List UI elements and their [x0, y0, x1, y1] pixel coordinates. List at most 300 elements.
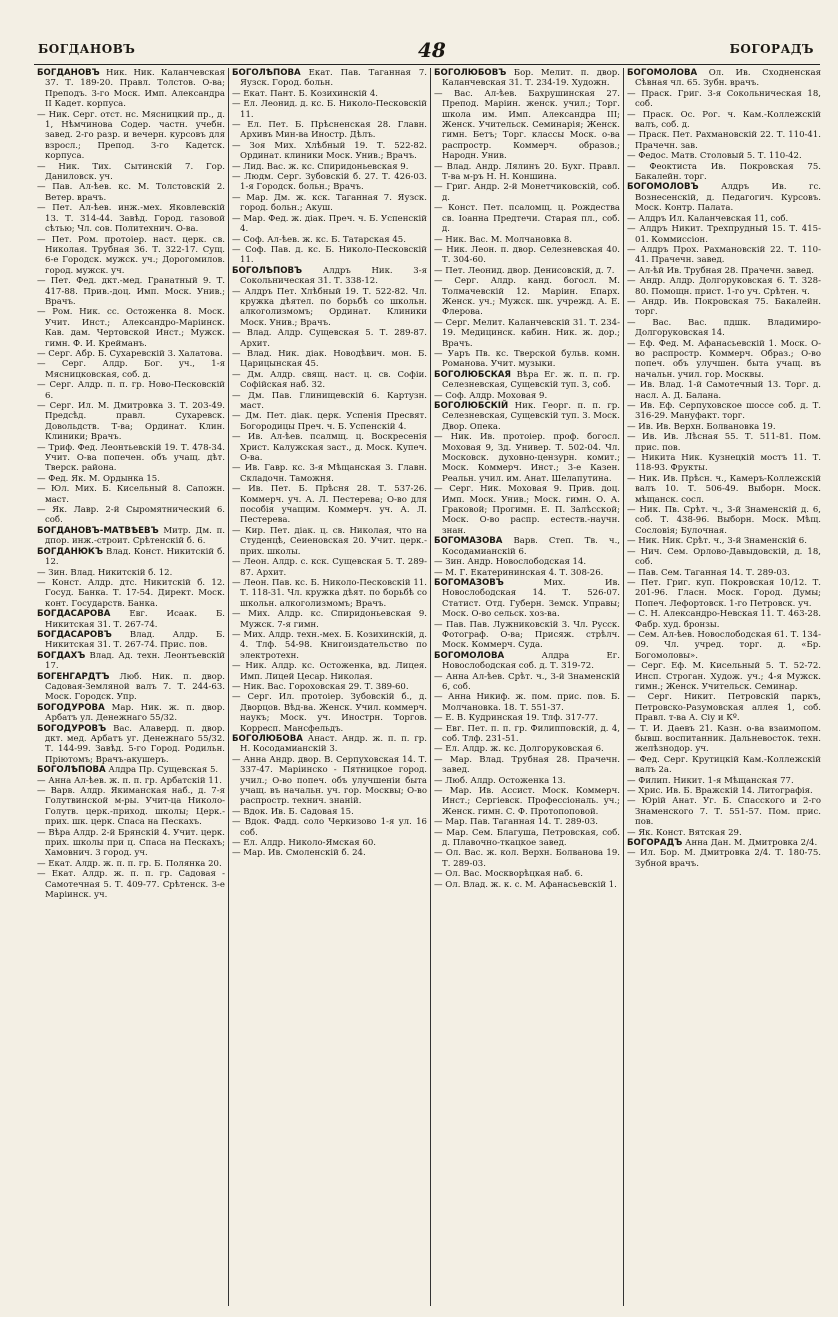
entry-text: — Влад. Ник. діак. Новодѣвич. мон. Б. Царицынская 45. — [232, 348, 427, 370]
directory-entry — [627, 828, 821, 838]
directory-entry — [37, 276, 225, 307]
directory-entry — [434, 692, 620, 713]
entry-text: Бор. Мелит. п. двор. Каланчевская 31. Т. 234-19. Художн. — [442, 68, 620, 89]
entry-text: — Евг. Пет. п. п. гр. Филипповскій, д. 4, соб. Тлф. 231-51. — [434, 723, 620, 744]
directory-entry — [434, 536, 620, 557]
entry-text: — Андр. Алдр. Долгоруковская 6. Т. 328-80. Помощн. прист. 1-го уч. Срѣтен. ч. — [627, 276, 821, 297]
entry-text: — Ник. Ив. протоіер. проф. богосл. Моховая 9, Зд. Универ. Т. 502-04. Чл. Московск. духовно-цензурн. комит.; Моск. Коммерч. Инст.; 3-е Казен. Реальн. учил. им. Анат. Шелапутина. — [434, 432, 620, 484]
directory-entry — [434, 370, 620, 391]
directory-entry — [37, 578, 225, 609]
page-number: 48 — [418, 38, 446, 62]
directory-entry — [232, 838, 427, 848]
entry-text: — Ел. Алдр. Николо-Ямская 60. — [232, 838, 377, 849]
entry-text: — Ал-ѣй Ив. Трубная 28. Прачечн. завед. — [627, 265, 814, 276]
directory-columns — [34, 68, 824, 1306]
directory-entry — [232, 328, 427, 349]
entry-text: — Нич. Сем. Орлово-Давыдовскій, д. 18, соб. — [627, 546, 821, 568]
directory-entry — [434, 620, 620, 651]
entry-text: — Ел. Леонид. д. кс. Б. Николо-Песковскій 11. — [232, 99, 427, 120]
directory-entry — [37, 869, 225, 900]
directory-entry — [434, 817, 620, 827]
directory-entry — [627, 339, 821, 381]
entry-text: — Вдок. Фадд. соло Черкизово 1-я ул. 16 соб. — [232, 817, 427, 838]
column-3 — [431, 68, 624, 1306]
entry-text: — Анна Ал-ѣев. Срѣт. ч., 3-й Знаменскій 6, соб. — [434, 671, 620, 692]
directory-entry — [627, 401, 821, 422]
entry-text: — М. Г. Екатерининская 4. Т. 308-26. — [434, 567, 604, 578]
entry-text: — Фед. Як. М. Ордынка 15. — [37, 473, 160, 484]
running-head-left: БОГДАНОВЪ — [38, 42, 136, 56]
entry-text: Алдръ Ник. 3-я Сокольническая 31. Т. 338-12. — [240, 265, 427, 287]
entry-text: — Андр. Ив. Покровская 75. Бакалейн. торг. — [627, 296, 821, 318]
entry-text: — Влад. Алдр. Сущевская 5. Т. 289-87. Архит. — [232, 328, 427, 349]
directory-entry — [434, 557, 620, 567]
directory-entry — [37, 401, 225, 443]
entry-text: Евг. Исаак. Б. Никитская 31. Т. 267-74. — [45, 609, 225, 630]
directory-entry — [232, 214, 427, 235]
entry-text: — Мар. Влад. Трубная 28. Прачечн. завед. — [434, 754, 620, 776]
column-2 — [229, 68, 431, 1306]
directory-entry — [37, 526, 225, 547]
entry-text: — Григ. Андр. 2-й Монетчиковскій, соб. д. — [434, 182, 620, 203]
directory-entry — [627, 245, 821, 266]
directory-entry — [434, 880, 620, 890]
entry-text: Алдра Ег. Новослободская соб. д. Т. 319-72. — [442, 650, 620, 672]
directory-entry — [434, 724, 620, 745]
directory-entry — [627, 661, 821, 692]
directory-entry — [434, 484, 620, 536]
entry-text: — Ив. Гавр. кс. 3-я Мѣщанская 3. Главн. Складочн. Таможня. — [232, 463, 427, 484]
entry-text: Ник. Георг. п. п. гр. Селезневская, Сущевскій туп. 3. Моск. Двор. Опека. — [442, 401, 620, 432]
surname: БОГОЛЮБСКІЙ — [434, 401, 509, 411]
entry-text: — Серг. Никит. Петровскій паркъ, Петровско-Разумовская аллея 1, соб. Правл. т-ва А. Сіу и Кº. — [627, 692, 821, 724]
entry-text: — Серг. Мелит. Каланчевскій 31. Т. 234-19. Медицинск. кабин. Ник. ж. дор.; Врачъ. — [434, 317, 620, 349]
directory-entry — [232, 235, 427, 245]
directory-entry — [434, 432, 620, 484]
entry-text: Влад. Ад. техн. Леонтьевскій 17. — [45, 650, 225, 672]
directory-entry — [232, 120, 427, 141]
entry-text: — Пав. Сем. Таганная 14. Т. 289-03. — [627, 567, 790, 578]
directory-entry — [434, 391, 620, 401]
directory-entry — [627, 724, 821, 755]
entry-text: — Леон. Алдр. с. кск. Сущевская 5. Т. 289-87. Архит. — [232, 557, 427, 578]
directory-entry — [434, 786, 620, 817]
entry-text: Анна Дан. М. Дмитровка 2/4. — [682, 838, 818, 849]
entry-text: — Ил. Бор. М. Дмитровка 2/4. Т. 180-75. Зубной врачъ. — [627, 848, 821, 869]
directory-entry — [232, 99, 427, 120]
directory-entry — [627, 848, 821, 869]
entry-text: — Ник. Пв. Срѣт. ч., 3-й Знаменскій д. 6, соб. Т. 438-96. Выборн. Моск. Мѣщ. Сословія; Булочная. — [627, 505, 821, 536]
surname: БОГОРАДЪ — [627, 838, 683, 849]
entry-text: — Никита Ник. Кузнецкій мостъ 11. Т. 118-93. Фрукты. — [627, 453, 821, 474]
entry-text: — Ник. Тих. Сытинскій 7. Гор. Даниловск. уч. — [37, 161, 225, 183]
entry-text: — Триф. Фед. Леонтьевскій 19. Т. 478-34. Учит. О-ва попечен. объ учащ. дѣт. Тверск. района. — [37, 442, 225, 474]
entry-text: — Ел. Алдр. ж. кс. Долгоруковская 6. — [434, 744, 604, 755]
directory-entry — [627, 224, 821, 245]
entry-text: — Соф. Пав. д. кс. Б. Николо-Песковскій 11. — [232, 244, 427, 266]
surname: БОГЕНГАРДТЪ — [37, 671, 110, 682]
entry-text: — Конст. Пет. псаломщ. ц. Рождества св. Іоанна Предтечи. Старая пл., соб. д. — [434, 203, 620, 235]
entry-text: — Зоя Мих. Хлѣбный 19. Т. 522-82. Ординат. клиники Моск. Унив.; Врачъ. — [232, 140, 427, 162]
header-rule — [34, 64, 820, 65]
surname: БОГДАСАРОВА — [37, 609, 111, 620]
entry-text: Варв. Степ. Тв. ч., Косодамианскій 6. — [442, 536, 620, 557]
entry-text: Митр. Дм. п. дпор. инж.-строит. Срѣтенскій б. 6. — [45, 525, 225, 547]
entry-text: — Пет. Фед. дкт.-мед. Гранатный 9. Т. 417-88. Прив.-доц. Имп. Моск. Унив.; Врачъ. — [37, 276, 225, 307]
directory-entry — [232, 141, 427, 162]
entry-text: Вас. Алаверд. п. двор. дкт. мед. Арбатъ уг. Денежнаго 55/32. Т. 144-99. Завѣд. 5-го Город. Родильн. Пріютомъ; Врачъ-акушеръ. — [45, 723, 225, 765]
directory-entry — [627, 432, 821, 453]
entry-text: — Серг. Еф. М. Кисельный 5. Т. 52-72. Инсп. Строган. Худож. уч.; 4-я Мужск. гимн.; Женск. Учительск. Семинар. — [627, 661, 821, 692]
directory-entry — [627, 609, 821, 630]
entry-text: — Ив. Ив. Верхн. Болвановка 19. — [627, 421, 776, 432]
entry-text: — Вѣра Алдр. 2-й Брянскій 4. Учит. церк. прих. школы при ц. Спаса на Пескахъ; Хамовнич. 3 город. уч. — [37, 827, 225, 859]
directory-entry — [627, 68, 821, 89]
directory-entry — [37, 859, 225, 869]
directory-entry — [434, 848, 620, 869]
directory-entry — [627, 536, 821, 546]
directory-entry — [434, 672, 620, 693]
entry-text: — Ник. Ив. Прѣсн. ч., Камеръ-Коллежскій валъ 10. Т. 506-49. Выборн. Моск. мѣщанск. сосл. — [627, 473, 821, 505]
entry-text: — Мар. Ив. Смоленскій б. 24. — [232, 848, 366, 859]
entry-text: — Зин. Влад. Никитскій б. 12. — [37, 567, 173, 578]
directory-entry — [232, 692, 427, 734]
directory-entry — [232, 370, 427, 391]
directory-entry — [627, 380, 821, 401]
directory-entry — [434, 203, 620, 234]
entry-text: — Пет. Леонид. двор. Денисовскій, д. 7. — [434, 265, 615, 276]
directory-entry — [627, 505, 821, 536]
directory-entry — [37, 765, 225, 775]
entry-text: — Дм. Пав. Глинищевскій 6. Картузн. маст. — [232, 390, 427, 411]
directory-entry — [434, 568, 620, 578]
entry-text: — Мар. Фед. ж. діак. Преч. ч. Б. Успенскій 4. — [232, 213, 427, 235]
entry-text: — Ив. Ал-ѣев. псалмщ. ц. Воскресенія Христ. Калужская заст., д. Моск. Купеч. О-ва. — [232, 432, 427, 464]
surname: БОГОДУРОВА — [37, 702, 105, 713]
directory-entry — [627, 318, 821, 339]
entry-text: Мар. Ник. ж. п. двор. Арбатъ ул. Денежнаго 55/32. — [45, 702, 225, 724]
directory-entry — [232, 162, 427, 172]
entry-text: — Варв. Алдр. Якиманская наб., д. 7-я Голутвинской м-ры. Учит-ца Николо-Голутв. церк.-приход. школы; Церк.-прих. шк. церк. Спаса на Пескахъ. — [37, 786, 225, 828]
entry-text: — Ел. Пет. Б. Прѣсненская 28. Главн. Архивъ Мин-ва Иностр. Дѣлъ. — [232, 120, 427, 141]
entry-text: — Серг. Алдр. Бог. уч., 1-я Мясницковская, соб. д. — [37, 359, 225, 380]
entry-text: — Дм. Пет. діак. церк. Успенія Пресвят. Богородицы Преч. ч. Б. Успенскій 4. — [232, 411, 427, 432]
directory-entry — [627, 130, 821, 151]
surname: БОГОМОЛОВА — [627, 68, 698, 78]
entry-text: — Пет. Ал-ѣев. инж.-мех. Яковлевскій 13. Т. 314-44. Завѣд. Город. газовой сѣтью; Чл. сов. Политехнич. О-ва. — [37, 203, 225, 235]
entry-text: — Екат. Алдр. ж. п. п. гр. Б. Полянка 20. — [37, 858, 222, 869]
entry-text: — Серг. Ник. Моховая 9. Прив. доц. Имп. Моск. Унив.; Моск. гимн. О. А. Граковой; Прогимн. Е. П. Залѣсской; Моск. О-во распр. естеств.-научн. знан. — [434, 484, 620, 536]
entry-text: Влад. Конст. Никитскій б. 12. — [45, 546, 225, 568]
directory-entry — [627, 297, 821, 318]
entry-text: — Алдръ Никит. Трехпрудный 15. Т. 415-01. Коммиссіон. — [627, 224, 821, 245]
directory-entry — [37, 724, 225, 766]
directory-entry — [627, 474, 821, 505]
entry-text: — Алдръ Ил. Каланчевская 11, соб. — [627, 213, 789, 224]
directory-entry — [37, 651, 225, 672]
entry-text: — Дм. Алдр. свящ. наст. ц. св. Софіи. Софійская наб. 32. — [232, 369, 427, 391]
entry-text: — Ник. Ник. Срѣт. ч., 3-й Знаменскій 6. — [627, 536, 807, 547]
entry-text: — Феоктиста Ив. Покровская 75. Бакалейн. торг. — [627, 161, 821, 183]
directory-entry — [37, 672, 225, 703]
directory-entry — [37, 380, 225, 401]
directory-entry — [434, 235, 620, 245]
entry-text: Алдра Пр. Сущевская 5. — [105, 765, 219, 776]
surname: БОГОМОЛОВА — [434, 650, 505, 661]
page-header — [30, 40, 828, 62]
directory-entry — [37, 703, 225, 724]
entry-text: — Пав. Ал-ѣев. кс. М. Толстовскій 2. Ветер. врачъ. — [37, 182, 225, 203]
entry-text: — Серг. Ил. протоіер. Зубовскій б., д. Дворцов. Вѣд-ва. Женск. Учил. коммерч. наукъ; Моск. уч. Инострн. Торгов. Корресп. Мансфельдъ. — [232, 692, 427, 734]
directory-entry — [232, 287, 427, 329]
entry-text: Мих. Ив. Новослободская 14. Т. 526-07. Статист. Отд. Губерн. Земск. Управы; Моск. О-во сельск. хоз-ва. — [442, 577, 620, 620]
directory-entry — [232, 349, 427, 370]
entry-text: — Филип. Никит. 1-я Мѣщанская 77. — [627, 775, 794, 786]
entry-text: — Соф. Алдр. Моховая 9. — [434, 390, 548, 401]
entry-text: — Ник. Вас. М. Молчановка 8. — [434, 234, 573, 245]
surname: БОГОМАЗОВА — [434, 536, 503, 547]
surname: БОГОЛѢПОВА — [232, 68, 301, 78]
entry-text: — Серг. Ил. М. Дмитровка 3. Т. 203-49. Предсѣд. правл. Сухаревск. Довольдств. Т-ва; Ординат. Клин. Клиники; Врачъ. — [37, 401, 225, 443]
surname: БОГОЛЮБОВЪ — [434, 68, 507, 78]
entry-text: Ол. Ив. Сходненская Сѣвная чл. 65. Зубн. врачъ. — [635, 68, 821, 89]
directory-entry — [37, 568, 225, 578]
directory-entry — [627, 151, 821, 161]
directory-entry — [232, 734, 427, 755]
directory-entry — [37, 630, 225, 651]
directory-entry — [434, 651, 620, 672]
directory-entry — [37, 484, 225, 505]
directory-entry — [37, 68, 225, 110]
directory-entry — [434, 245, 620, 266]
directory-entry — [37, 786, 225, 828]
directory-entry — [37, 474, 225, 484]
entry-text: — Зин. Андр. Новослободская 14. — [434, 557, 587, 568]
entry-text: — Уаръ Пв. кс. Тверской бульв. комн. Романова. Учит. музыки. — [434, 348, 620, 370]
directory-entry — [232, 526, 427, 557]
surname: БОГДАНОВЪ — [37, 68, 100, 78]
directory-entry — [627, 578, 821, 609]
directory-entry — [37, 162, 225, 183]
entry-text: — Пав. Пав. Лужниковскій 3. Чл. Русск. Фотограф. О-ва; Присяж. стрѣлч. Моск. Коммерч. Суда. — [434, 619, 620, 651]
entry-text: — Мар. Сем. Благуша, Петровская, соб. д. Плавочно-ткацкое завед. — [434, 827, 620, 849]
entry-text: — Екат. Алдр. ж. п. п. гр. Садовая - Самотечная 5. Т. 409-77. Срѣтенск. 3-е Маріинск. уч. — [37, 869, 225, 901]
directory-entry — [434, 401, 620, 432]
column-1 — [34, 68, 229, 1306]
directory-entry — [232, 609, 427, 630]
directory-entry — [627, 568, 821, 578]
directory-entry — [232, 682, 427, 692]
entry-text: — Ол. Влад. ж. к. с. М. Афанасьевскій 1. — [434, 879, 617, 890]
directory-entry — [434, 89, 620, 162]
entry-text: — Як. Лавр. 2-й Сыромятнический 6. соб. — [37, 505, 225, 526]
directory-entry — [627, 266, 821, 276]
surname: БОГОЛѢПОВА — [37, 765, 106, 776]
directory-entry — [232, 266, 427, 287]
directory-entry — [37, 349, 225, 359]
entry-text: — Алдръ Прох. Рахмановскій 22. Т. 110-41. Прачечн. завед. — [627, 244, 821, 266]
entry-text: — Люб. Алдр. Остоженка 13. — [434, 775, 566, 786]
entry-text: — Ник. Серг. отст. нс. Мясницкий пр., д. 1, Нѣмчинова Содер. частн. учебн. завед. 2-го разр. и вечерн. курсовъ для взросл.; Препод. 3-го Кадетск. корпуса. — [37, 109, 225, 162]
directory-entry — [232, 432, 427, 463]
surname: БОГДАНЮКЪ — [37, 546, 104, 557]
entry-text: — Праск. Пет. Рахмановскій 22. Т. 110-41. Прачечн. зав. — [627, 130, 821, 151]
directory-entry — [434, 713, 620, 723]
directory-entry — [627, 89, 821, 110]
surname: БОГОЛѢПОВЪ — [232, 265, 303, 276]
directory-entry — [627, 453, 821, 474]
entry-text: — Ив. Пет. Б. Прѣсня 28. Т. 537-26. Коммерч. уч. А. Л. Пестерева; О-во для пособія учащим. Коммерч. уч. А. Л. Пестерева. — [232, 484, 427, 526]
directory-entry — [627, 796, 821, 827]
entry-text: — Серг. Алдр. канд. богосл. М. Толмачевскій 12. Маріин. Епарх. Женск. уч.; Мужск. шк. учрежд. А. Е. Флерова. — [434, 276, 620, 318]
entry-text: — Пет. Григ. куп. Покровская 10/12. Т. 201-96. Гласн. Моск. Город. Думы; Попеч. Лефортовск. 1-го Петровск. уч. — [627, 577, 821, 609]
entry-text: — Мар. Пав. Таганная 14. Т. 289-03. — [434, 817, 599, 828]
directory-entry — [434, 276, 620, 318]
directory-entry — [232, 245, 427, 266]
entry-text: — Соф. Ал-ѣев. ж. кс. Б. Татарская 45. — [232, 234, 406, 245]
directory-entry — [434, 869, 620, 879]
directory-entry — [434, 744, 620, 754]
entry-text: — С. Н. Александро-Невская 11. Т. 463-28. Фабр. худ. бронзы. — [627, 609, 821, 630]
surname: БОГДАНОВЪ-МАТВѢЕВЪ — [37, 525, 159, 536]
directory-entry — [434, 318, 620, 349]
entry-text: Алдръ Ив. гс. Вознесенскій, д. Педагогич. Курсовъ. Моск. Контр. Палата. — [635, 182, 821, 214]
entry-text: Вѣра Ег. ж. п. п. гр. Селезневская, Сущевскій туп. 3, соб. — [442, 369, 620, 391]
directory-entry — [627, 110, 821, 131]
entry-text: Влад. Алдр. Б. Никитская 31. Т. 267-74. Прис. пов. — [45, 629, 225, 651]
entry-text: — Анна Ал-ѣев. ж. п. п. гр. Арбатскій 11. — [37, 775, 222, 786]
entry-text: — Хрис. Ив. Б. Вражскій 14. Литографія. — [627, 786, 813, 797]
directory-entry — [232, 193, 427, 214]
entry-text: — Мих. Алдр. техн.-мех. Б. Козихинскій, д. 4. Тлф. 54-98. Книгоиздательство по электротехн. — [232, 629, 427, 661]
directory-entry — [434, 266, 620, 276]
directory-entry — [627, 776, 821, 786]
surname: БОГОМОЛОВЪ — [627, 182, 699, 193]
entry-text: — Федос. Матв. Столовый 5. Т. 110-42. — [627, 151, 802, 162]
entry-text: — Ник. Вас. Гороховская 29. Т. 389-60. — [232, 681, 409, 692]
entry-text: — Фед. Серг. Крутицкій Кам.-Коллежскій валъ 2а. — [627, 754, 821, 776]
directory-entry — [37, 828, 225, 859]
entry-text: — Мар. Дм. ж. кск. Таганная 7. Яузск. город. больн.; Акуш. — [232, 192, 427, 214]
directory-entry — [37, 203, 225, 234]
entry-text: Ник. Ник. Каланчевская 37. Т. 189-20. Правл. Толстов. О-ва; Преподъ. 3-го Моск. Имп. Александра II Кадет. корпуса. — [45, 68, 225, 110]
entry-text: — Кир. Пет. діак. ц. св. Николая, что на Студенцѣ, Сеиеновская 20. Учит. церк.-прих. школы. — [232, 525, 427, 557]
directory-entry — [232, 411, 427, 432]
directory-entry — [434, 828, 620, 849]
directory-entry — [232, 557, 427, 578]
entry-text: — Юрій Анат. Уг. Б. Спасского и 2-го Знаменского 7. Т. 551-57. Пом. прис. пов. — [627, 796, 821, 828]
entry-text: — Т. И. Даевъ 21. Казн. о-ва взаимопом. бывш. воспитанник. Дальневосток. техн. желѣзнодор. уч. — [627, 723, 821, 755]
entry-text: — Ив. Ив. Лѣсная 55. Т. 511-81. Пом. прис. пов. — [627, 432, 821, 453]
directory-entry — [434, 162, 620, 183]
directory-entry — [232, 578, 427, 609]
surname: БОГОМАЗОВЪ — [434, 577, 504, 588]
entry-text: — Сем. Ал-ѣев. Новослободская 61. Т. 134-09. Чл. учред. торг. д. «Бр. Богомоловы». — [627, 629, 821, 661]
entry-text: — Вас. Вас. пдшк. Владимиро-Долгоруковская 14. — [627, 317, 821, 339]
directory-entry — [627, 162, 821, 183]
entry-text: — Анна Андр. двор. В. Серпуховская 14. Т. 337-47. Маріинско - Пятницкое город. учил.; О-во попеч. объ улучшеніи быта учащ. въ начальн. уч. гор. Москвы; О-во распростр. технич. знаній. — [232, 754, 427, 807]
directory-entry — [232, 172, 427, 193]
entry-text: — Екат. Пант. Б. Козихинскій 4. — [232, 88, 378, 99]
entry-text: — Ник. Леон. п. двор. Селезневская 40. Т. 304-60. — [434, 244, 620, 266]
directory-entry — [37, 110, 225, 162]
entry-text: — Праск. Григ. 3-я Сокольническая 18, соб. — [627, 88, 821, 110]
directory-entry — [232, 484, 427, 526]
directory-entry — [232, 661, 427, 682]
entry-text: — Е. В. Кудринская 19. Тлф. 317-77. — [434, 713, 599, 724]
entry-text: — Мих. Алдр. кс. Спиридоньевская 9. Мужск. 7-я гимн. — [232, 609, 427, 630]
entry-text: — Ол. Вас. ж. кол. Верхн. Болванова 19. Т. 289-03. — [434, 848, 620, 869]
entry-text: Люб. Ник. п. двор. Садовая-Земляной валъ 7. Т. 244-63. Моск. Городск. Упр. — [45, 671, 225, 703]
directory-entry — [627, 276, 821, 297]
entry-text: — Ол. Вас. Москворѣцкая наб. 6. — [434, 869, 583, 880]
directory-entry — [232, 807, 427, 817]
directory-entry — [434, 68, 620, 89]
directory-entry — [37, 776, 225, 786]
directory-entry — [232, 391, 427, 412]
directory-entry — [627, 182, 821, 213]
entry-text: — Як. Конст. Вятская 29. — [627, 827, 742, 838]
entry-text: — Конст. Алдр. дтс. Никитскій б. 12. Госуд. Банка. Т. 17-54. Директ. Моск. конт. Государств. Банка. — [37, 577, 225, 609]
directory-entry — [627, 692, 821, 723]
entry-text: — Людм. Серг. Зубовскій б. 27. Т. 426-03. 1-я Городск. больн.; Врачъ. — [232, 172, 427, 193]
directory-entry — [37, 443, 225, 474]
entry-text: — Влад. Андр. Лялинъ 20. Бухг. Правл. Т-ва м-ръ Н. Н. Коншина. — [434, 161, 620, 183]
entry-text: — Серг. Алдр. п. п. гр. Ново-Песковскій 6. — [37, 380, 225, 401]
surname: БОГОЛЮБОВА — [232, 734, 303, 744]
directory-entry — [627, 838, 821, 848]
directory-entry — [434, 578, 620, 620]
entry-text: — Серг. Абр. Б. Сухаревскій 3. Халатова. — [37, 348, 223, 359]
entry-text: — Лид. Вас. ж. кс. Спиридоньевская 9. — [232, 161, 409, 172]
directory-entry — [232, 630, 427, 661]
entry-text: — Ив. Еф. Серпуховское шоссе соб. д. Т. 316-29. Мануфакт. торг. — [627, 401, 821, 422]
directory-entry — [627, 786, 821, 796]
directory-entry — [627, 547, 821, 568]
surname: БОГДАСАРОВЪ — [37, 629, 112, 640]
entry-text: — Праск. Ос. Рог. ч. Кам.-Коллежскій валъ, соб. д. — [627, 109, 821, 131]
entry-text: — Вас. Ал-ѣев. Бахрушинская 27. Препод. Маріин. женск. учил.; Торг. школа им. Имп. Александра III; Женск. Учительск. Семинарія; Женск. гимн. Бетъ; Торг. классы Моск. о-ва распростр. Коммерч. образов.; Народн. Унив. — [434, 88, 620, 162]
entry-text: — Вдок. Ив. Б. Садовая 15. — [232, 806, 354, 817]
directory-entry — [232, 755, 427, 807]
directory-entry — [627, 630, 821, 661]
directory-entry — [37, 235, 225, 277]
directory-entry — [627, 755, 821, 776]
directory-entry — [232, 463, 427, 484]
entry-text: — Мар. Ив. Ассист. Моск. Коммерч. Инст.; Сергіевск. Профессіональ. уч.; Женск. гимн. С. Ф. Протопоповой. — [434, 786, 620, 817]
column-4 — [624, 68, 824, 1306]
directory-entry — [434, 755, 620, 776]
entry-text: — Анна Никиф. ж. пом. прис. пов. Б. Молчановка. 18. Т. 551-37. — [434, 692, 620, 713]
directory-entry — [627, 422, 821, 432]
directory-entry — [37, 609, 225, 630]
directory-entry — [232, 817, 427, 838]
directory-entry — [37, 307, 225, 349]
directory-entry — [434, 776, 620, 786]
directory-entry — [37, 547, 225, 568]
directory-entry — [434, 182, 620, 203]
directory-entry — [37, 182, 225, 203]
entry-text: Анаст. Андр. ж. п. п. гр. Н. Косодамианскій 3. — [240, 734, 427, 755]
directory-entry — [627, 214, 821, 224]
surname: БОГОЛЮБСКАЯ — [434, 369, 512, 380]
directory-entry — [232, 89, 427, 99]
directory-entry — [434, 349, 620, 370]
directory-entry — [232, 848, 427, 858]
entry-text: — Ром. Ник. сс. Остоженка 8. Моск. Учит. Инст.; Александро-Маріинск. Кав. дам. Чертовской Инст.; Мужск. гимн. Ф. И. Крейманъ. — [37, 307, 225, 349]
running-head-right: БОГОРАДЪ — [729, 42, 814, 56]
entry-text: — Юл. Мих. Б. Кисельный 8. Сапожн. маст. — [37, 484, 225, 505]
